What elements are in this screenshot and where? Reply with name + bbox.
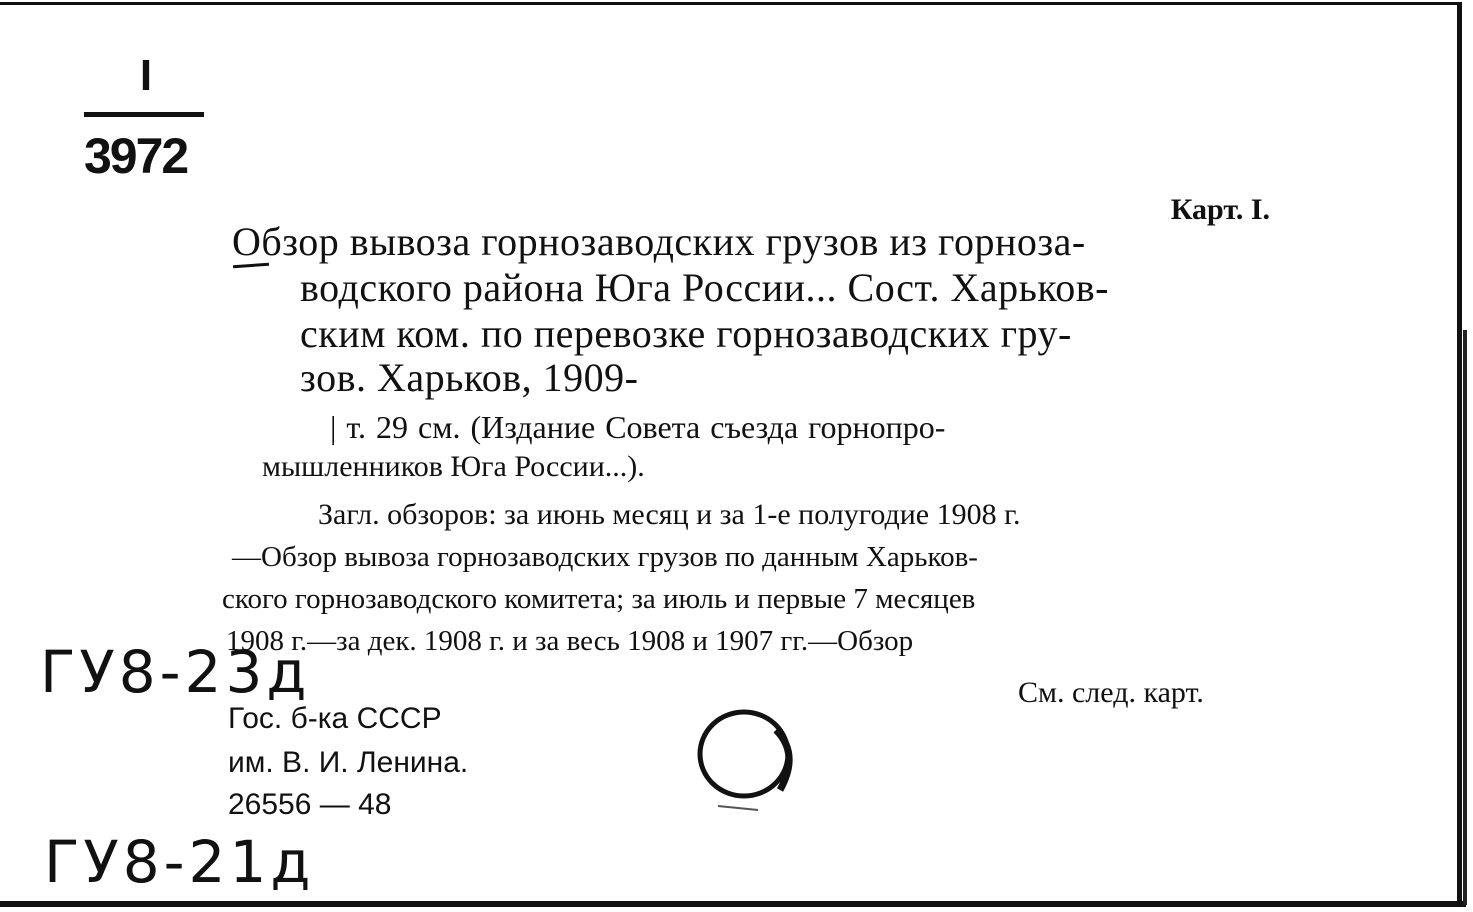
title-line-3: ским ком. по перевозке горнозаводских гру- bbox=[300, 311, 1072, 356]
card-label: Карт. I. bbox=[1170, 193, 1270, 226]
note-line-4: 1908 г.—за дек. 1908 г. и за весь 1908 и 1907 гг.—Обзор bbox=[226, 625, 914, 657]
library-line-1: Гос. б-ка СССР bbox=[228, 702, 442, 735]
call-number bbox=[84, 52, 214, 202]
library-line-2: им. В. И. Ленина. bbox=[228, 746, 469, 779]
call-number-divider bbox=[84, 112, 204, 117]
card-edge-top bbox=[0, 2, 1462, 5]
title-line-1: Обзор вывоза горнозаводских грузов из горноза- bbox=[232, 219, 1086, 264]
call-number-bottom: 3972 bbox=[84, 128, 188, 184]
call-number-top: I bbox=[139, 51, 153, 100]
library-line-3: 26556 — 48 bbox=[228, 788, 392, 821]
handwritten-mark-1: ГУ8-23д bbox=[40, 638, 311, 706]
note-line-2: —Обзор вывоза горнозаводских грузов по данным Харьков- bbox=[232, 541, 978, 573]
title-line-4: зов. Харьков, 1909- bbox=[300, 355, 639, 400]
note-line-1: Загл. обзоров: за июнь месяц и за 1-е полугодие 1908 г. bbox=[318, 498, 1021, 531]
description-line-1: | т. 29 см. (Издание Совета съезда горнопро- bbox=[330, 409, 946, 445]
handwritten-mark-2: ГУ8-21д bbox=[44, 828, 315, 896]
card-edge-right bbox=[1457, 2, 1462, 907]
title-line-2: водского района Юга России... Сост. Харьков- bbox=[300, 265, 1109, 310]
description-line-2: мышленников Юга России...). bbox=[262, 450, 645, 483]
round-stamp-icon bbox=[688, 702, 808, 812]
card-edge-bottom bbox=[0, 901, 1466, 907]
note-line-3: ского горнозаводского комитета; за июль и первые 7 месяцев bbox=[222, 583, 976, 615]
continued-note: См. след. карт. bbox=[1018, 676, 1204, 709]
card-edge-shadow bbox=[1463, 330, 1467, 905]
